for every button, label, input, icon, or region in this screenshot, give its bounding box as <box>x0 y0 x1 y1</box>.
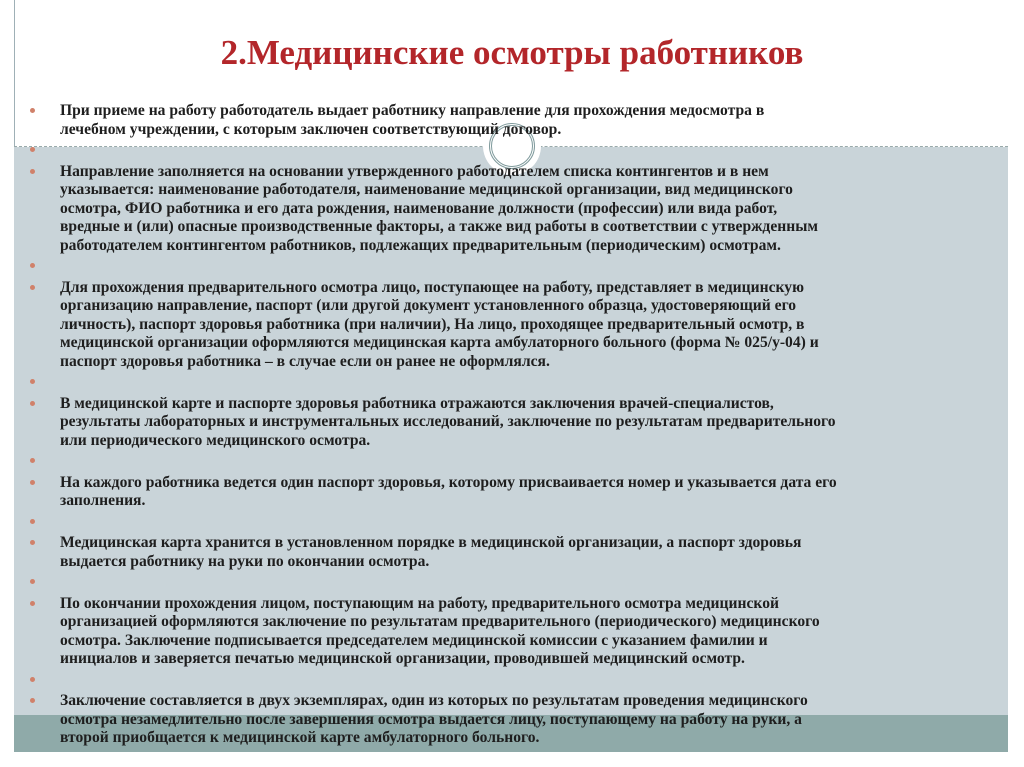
bullet-item <box>30 595 1020 669</box>
bullet-icon <box>30 169 35 174</box>
bullet-text-line: При приеме на работу работодатель выдает работнику направление для прохождения медосмотра в <box>60 102 765 119</box>
bullet-text-line: личность), паспорт здоровья работника (при наличии), На лицо, проходящее предварительный осмотр, в <box>60 315 805 333</box>
bullet-icon <box>30 480 35 485</box>
empty-bullet-item <box>30 452 1020 471</box>
empty-bullet-item <box>30 513 1020 532</box>
bullet-text-line: организацией оформляются заключение по результатам предварительного (периодического) медицинского <box>60 613 820 630</box>
slide-title: 2.Медицинские осмотры работников <box>220 33 804 72</box>
bullet-item <box>30 102 1020 139</box>
bullet-item <box>30 692 1020 748</box>
bullet-text-line: или периодического медицинского осмотра. <box>60 431 371 449</box>
bullet-icon <box>30 519 35 524</box>
bullet-text-line: Заключение составляется в двух экземплярах, один из которых по результатам проведения медицинского <box>60 692 808 709</box>
bullet-text-line: выдается работнику на руки по окончании осмотра. <box>60 552 430 570</box>
bullet-text-line: организацию направление, паспорт (или другой документ установленного образца, удостоверяющий его <box>60 297 797 314</box>
empty-bullet-item <box>30 257 1020 276</box>
bullet-item <box>30 395 1020 451</box>
bullet-text-line: указывается: наименование работодателя, наименование медицинской организации, вид медицинского <box>60 181 793 198</box>
bullet-icon <box>30 458 35 463</box>
bullet-text-line: На каждого работника ведется один паспорт здоровья, которому присваивается номер и указывается дата его <box>60 473 837 491</box>
bullet-icon <box>30 401 35 406</box>
bullet-text-line: Медицинская карта хранится в установленном порядке в медицинской организации, а паспорт здоровья <box>60 534 802 551</box>
bullet-icon <box>30 263 35 268</box>
bullet-icon <box>30 108 35 113</box>
bullet-icon <box>30 579 35 584</box>
bullet-text-line: второй приобщается к медицинской карте амбулаторного больного. <box>60 729 540 746</box>
bullet-text-line: осмотра незамедлительно после завершения осмотра выдается лицу, поступающему на работу на руки, а <box>60 710 802 728</box>
bullet-text-line: инициалов и заверяется печатью медицинской организации, проводившей медицинский осмотр. <box>60 650 745 667</box>
bullet-item <box>30 163 1020 256</box>
bullet-text-line: Для прохождения предварительного осмотра лицо, поступающее на работу, представляет в медицинскую <box>60 278 805 296</box>
empty-bullet-item <box>30 671 1020 690</box>
bullet-icon <box>30 285 35 290</box>
empty-bullet-item <box>30 373 1020 392</box>
bullet-item <box>30 474 1020 511</box>
bullet-item <box>30 534 1020 571</box>
bullet-list <box>30 102 1020 748</box>
bullet-text-line: осмотра, ФИО работника и его дата рождения, наименование должности (профессии) или вида работ, <box>60 199 778 217</box>
bullet-text-line: По окончании прохождения лицом, поступающим на работу, предварительного осмотра медицинской <box>60 594 779 612</box>
bullet-item <box>30 279 1020 372</box>
bullet-icon <box>30 147 35 152</box>
bullet-icon <box>30 698 35 703</box>
bullet-text-line: Направление заполняется на основании утвержденного работодателем списка контингентов и в нем <box>60 162 769 180</box>
bullet-text-line: заполнения. <box>60 492 146 509</box>
bullet-text-line: медицинской организации оформляются медицинская карта амбулаторного больного (форма № 025/у-04) и <box>60 334 819 351</box>
bullet-text-line: В медицинской карте и паспорте здоровья работника отражаются заключения врачей-специалистов, <box>60 394 774 412</box>
bullet-text-line: вредные и (или) опасные производственные факторы, а также вид работы в соответствии с утвержденным <box>60 218 819 235</box>
bullet-icon <box>30 379 35 384</box>
bullet-text-line: лечебном учреждении, с которым заключен соответствующий договор. <box>60 120 562 138</box>
bullet-icon <box>30 677 35 682</box>
bullet-text-line: паспорт здоровья работника – в случае если он ранее не оформлялся. <box>60 352 550 370</box>
bullet-text-line: работодателем контингентом работников, подлежащих предварительным (периодическим) осмотрам. <box>60 236 781 254</box>
empty-bullet-item <box>30 573 1020 592</box>
bullet-icon <box>30 540 35 545</box>
bullet-text-line: осмотра. Заключение подписывается председателем медицинской комиссии с указанием фамилии и <box>60 631 768 649</box>
bullet-icon <box>30 601 35 606</box>
bullet-text-line: результаты лабораторных и инструментальных исследований, заключение по результатам предварительного <box>60 413 836 430</box>
empty-bullet-item <box>30 141 1020 160</box>
